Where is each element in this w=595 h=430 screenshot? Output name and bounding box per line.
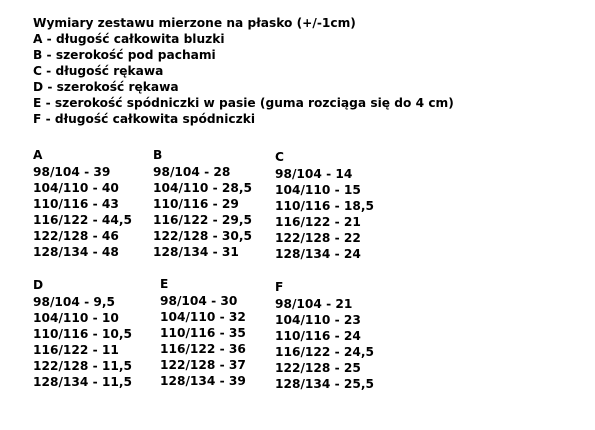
size-column-b (153, 147, 252, 260)
size-column-c (275, 149, 374, 262)
size-row: 98/104 - 30 (160, 294, 238, 308)
column-label: A (33, 148, 43, 162)
size-row: 116/122 - 29,5 (153, 213, 252, 227)
legend-item-e: E - szerokość spódniczki w pasie (guma rozciąga się do 4 cm) (33, 96, 454, 110)
size-row: 116/122 - 21 (275, 215, 361, 229)
size-row: 104/110 - 10 (33, 311, 119, 325)
size-row: 110/116 - 18,5 (275, 199, 374, 213)
column-label: D (33, 278, 44, 292)
size-column-a (33, 147, 132, 260)
size-row: 104/110 - 23 (275, 313, 361, 327)
size-row: 104/110 - 40 (33, 181, 119, 195)
size-row: 116/122 - 44,5 (33, 213, 132, 227)
size-row: 122/128 - 37 (160, 358, 246, 372)
size-row: 98/104 - 39 (33, 165, 111, 179)
size-column-d (33, 277, 132, 390)
column-label: B (153, 148, 163, 162)
size-row: 116/122 - 24,5 (275, 345, 374, 359)
size-row: 128/134 - 48 (33, 245, 119, 259)
size-row: 128/134 - 31 (153, 245, 239, 259)
size-row: 110/116 - 10,5 (33, 327, 132, 341)
size-row: 122/128 - 25 (275, 361, 361, 375)
size-row: 110/116 - 24 (275, 329, 361, 343)
size-row: 116/122 - 36 (160, 342, 246, 356)
size-row: 128/134 - 24 (275, 247, 361, 261)
size-row: 98/104 - 21 (275, 297, 353, 311)
size-row: 98/104 - 14 (275, 167, 353, 181)
size-row: 104/110 - 32 (160, 310, 246, 324)
size-row: 116/122 - 11 (33, 343, 119, 357)
size-row: 128/134 - 11,5 (33, 375, 132, 389)
legend-item-d: D - szerokość rękawa (33, 80, 179, 94)
column-label: F (275, 280, 284, 294)
size-row: 98/104 - 28 (153, 165, 231, 179)
legend-title: Wymiary zestawu mierzone na płasko (+/-1cm) (33, 16, 356, 30)
size-row: 128/134 - 25,5 (275, 377, 374, 391)
size-row: 122/128 - 11,5 (33, 359, 132, 373)
size-column-e (160, 276, 246, 389)
column-label: C (275, 150, 284, 164)
legend-item-c: C - długość rękawa (33, 64, 164, 78)
column-label: E (160, 277, 169, 291)
size-row: 110/116 - 35 (160, 326, 246, 340)
legend-item-f: F - długość całkowita spódniczki (33, 112, 255, 126)
size-row: 104/110 - 28,5 (153, 181, 252, 195)
size-row: 110/116 - 29 (153, 197, 239, 211)
legend-item-b: B - szerokość pod pachami (33, 48, 216, 62)
size-row: 110/116 - 43 (33, 197, 119, 211)
size-row: 122/128 - 30,5 (153, 229, 252, 243)
size-row: 122/128 - 22 (275, 231, 361, 245)
measurement-legend (33, 15, 454, 127)
size-row: 128/134 - 39 (160, 374, 246, 388)
size-row: 98/104 - 9,5 (33, 295, 115, 309)
size-row: 104/110 - 15 (275, 183, 361, 197)
legend-item-a: A - długość całkowita bluzki (33, 32, 225, 46)
size-row: 122/128 - 46 (33, 229, 119, 243)
size-column-f (275, 279, 374, 392)
